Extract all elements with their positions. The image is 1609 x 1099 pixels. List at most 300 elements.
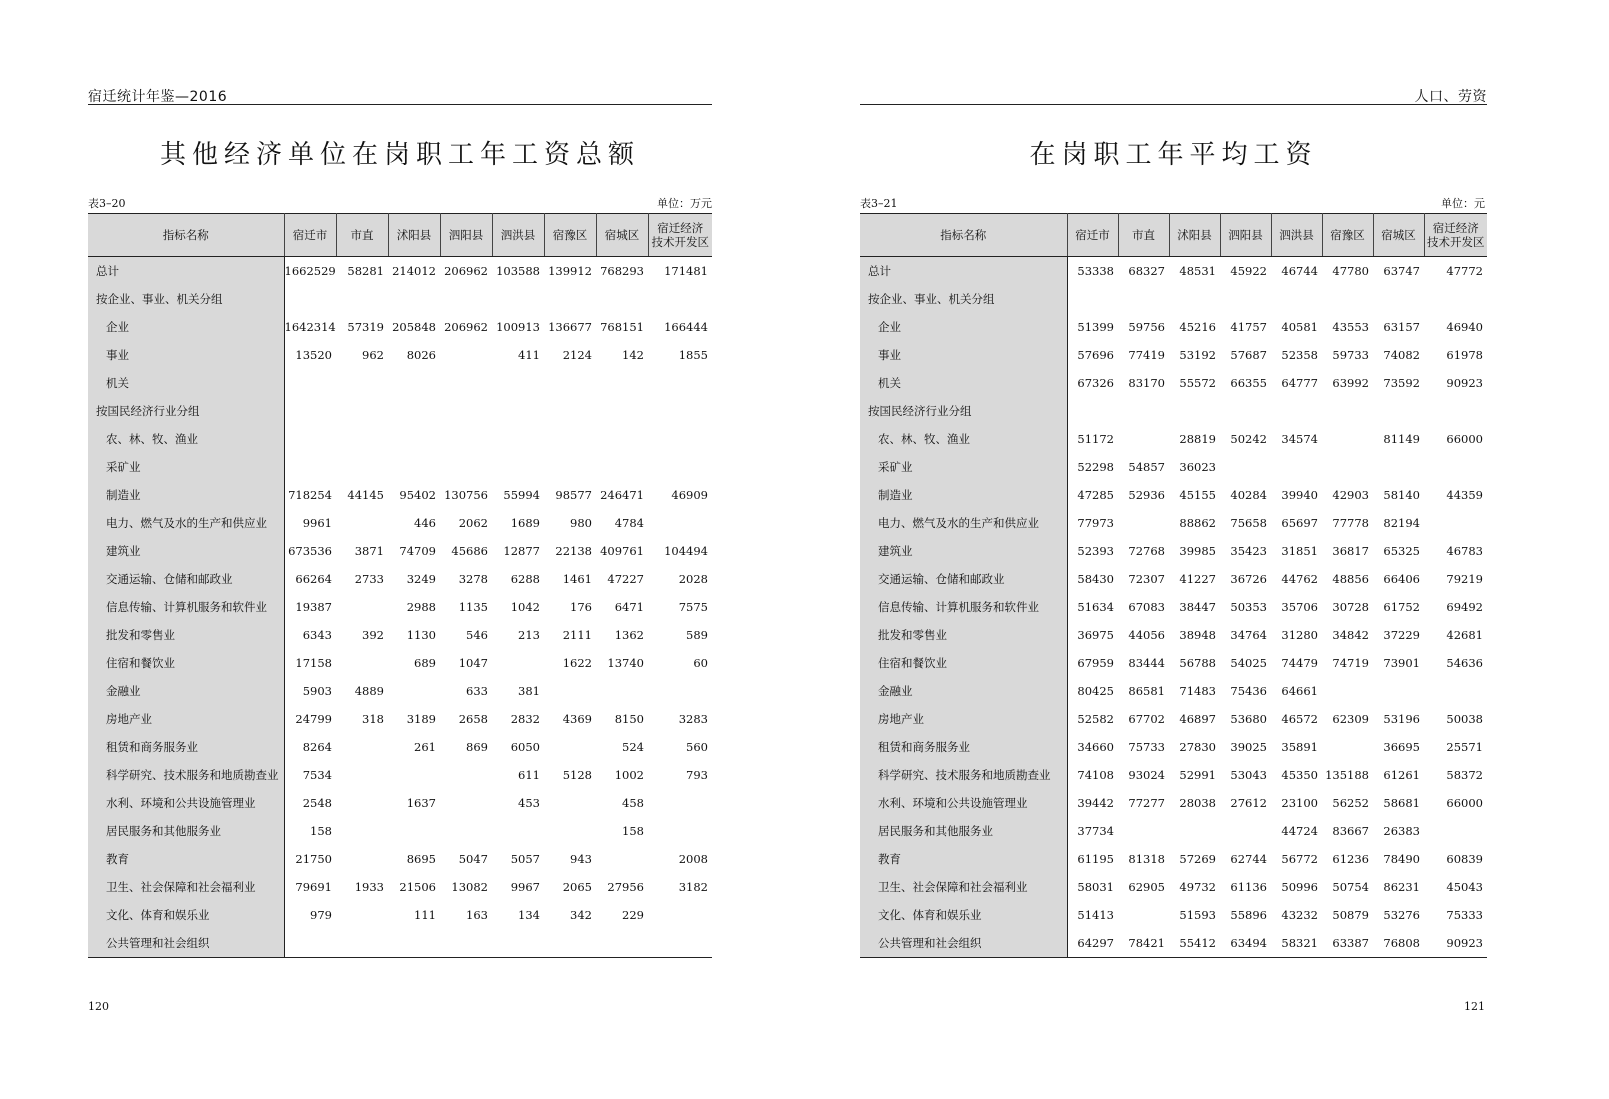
table-cell: [336, 929, 388, 958]
column-header: 泗洪县: [1271, 214, 1322, 257]
data-table: [88, 213, 712, 958]
table-cell: 39025: [1230, 740, 1267, 754]
column-header: 泗洪县: [492, 214, 544, 257]
table-cell: 47227: [607, 572, 644, 586]
table-cell: 2832: [510, 712, 540, 726]
row-label: 批发和零售业: [88, 621, 284, 649]
table-unit: 单位：万元: [657, 197, 712, 210]
table-row: [88, 649, 712, 677]
table-cell: 13740: [607, 656, 644, 670]
table-cell: [648, 285, 712, 313]
table-cell: 51172: [1077, 432, 1114, 446]
row-label: 文化、体育和娱乐业: [88, 901, 284, 929]
table-cell: [336, 369, 388, 397]
table-cell: [336, 649, 388, 677]
table-cell: 3249: [406, 572, 436, 586]
row-label: 居民服务和其他服务业: [88, 817, 284, 845]
table-cell: 79691: [295, 880, 332, 894]
table-cell: [1322, 677, 1373, 705]
row-label: 教育: [860, 845, 1067, 873]
table-cell: 962: [362, 348, 384, 362]
table-cell: 6471: [614, 600, 644, 614]
table-cell: [492, 369, 544, 397]
table-cell: 69492: [1446, 600, 1483, 614]
table-row: [860, 873, 1487, 901]
table-cell: [596, 285, 648, 313]
table-cell: 52393: [1077, 544, 1114, 558]
table-cell: 43232: [1281, 908, 1318, 922]
table-cell: 67326: [1077, 376, 1114, 390]
table-cell: 633: [466, 684, 488, 698]
column-header: 市直: [336, 214, 388, 257]
table-cell: [596, 845, 648, 873]
table-cell: 90923: [1446, 376, 1483, 390]
table-cell: 53680: [1230, 712, 1267, 726]
table-cell: 7534: [302, 768, 332, 782]
table-cell: 82194: [1383, 516, 1420, 530]
table-cell: [1271, 397, 1322, 425]
table-cell: [492, 453, 544, 481]
table-cell: 67959: [1077, 656, 1114, 670]
table-cell: 63494: [1230, 936, 1267, 950]
table-cell: 45686: [451, 544, 488, 558]
table-cell: 176: [570, 600, 592, 614]
table-cell: [1271, 453, 1322, 481]
table-cell: [648, 789, 712, 817]
table-cell: 205848: [392, 320, 436, 334]
table-cell: 51593: [1179, 908, 1216, 922]
table-cell: 1042: [510, 600, 540, 614]
page-number: 120: [88, 1000, 109, 1013]
table-cell: 28038: [1179, 796, 1216, 810]
table-cell: [544, 929, 596, 958]
table-row: [860, 537, 1487, 565]
table-cell: 57696: [1077, 348, 1114, 362]
table-cell: 61261: [1383, 768, 1420, 782]
table-row: [860, 341, 1487, 369]
table-cell: [336, 285, 388, 313]
table-cell: [1373, 677, 1424, 705]
table-cell: 1135: [458, 600, 488, 614]
table-cell: 86581: [1128, 684, 1165, 698]
table-row: [88, 845, 712, 873]
table-row: [88, 453, 712, 481]
table-cell: [1118, 817, 1169, 845]
table-cell: 79219: [1446, 572, 1483, 586]
table-cell: [1424, 817, 1487, 845]
row-label: 卫生、社会保障和社会福利业: [860, 873, 1067, 901]
table-cell: 2062: [458, 516, 488, 530]
row-label: 居民服务和其他服务业: [860, 817, 1067, 845]
table-cell: [492, 817, 544, 845]
row-label: 房地产业: [88, 705, 284, 733]
table-cell: [336, 425, 388, 453]
table-row: [88, 509, 712, 537]
table-cell: [284, 369, 336, 397]
table-cell: 206962: [444, 320, 488, 334]
table-cell: [1169, 397, 1220, 425]
table-cell: [596, 425, 648, 453]
table-cell: 19387: [295, 600, 332, 614]
table-number: 表3–21: [860, 197, 898, 210]
table-cell: 36817: [1332, 544, 1369, 558]
table-cell: 100913: [496, 320, 540, 334]
table-cell: [1220, 453, 1271, 481]
table-row: [860, 649, 1487, 677]
table-cell: 53276: [1383, 908, 1420, 922]
table-cell: 50038: [1446, 712, 1483, 726]
table-cell: 58140: [1383, 488, 1420, 502]
table-title: 其他经济单位在岗职工年工资总额: [159, 140, 640, 170]
table-cell: 31851: [1281, 544, 1318, 558]
table-cell: 44145: [347, 488, 384, 502]
table-cell: 95402: [399, 488, 436, 502]
table-row: [88, 677, 712, 705]
table-cell: [284, 929, 336, 958]
table-cell: 57687: [1230, 348, 1267, 362]
table-cell: 77277: [1128, 796, 1165, 810]
table-cell: [648, 929, 712, 958]
table-cell: [1322, 425, 1373, 453]
row-label: 科学研究、技术服务和地质勘查业: [88, 761, 284, 789]
table-cell: [336, 397, 388, 425]
table-cell: 51634: [1077, 600, 1114, 614]
row-label: 科学研究、技术服务和地质勘查业: [860, 761, 1067, 789]
table-row: [88, 593, 712, 621]
table-cell: 44056: [1128, 628, 1165, 642]
table-cell: 83170: [1128, 376, 1165, 390]
table-row: [860, 481, 1487, 509]
table-cell: [1424, 509, 1487, 537]
table-cell: [388, 285, 440, 313]
table-cell: 66406: [1383, 572, 1420, 586]
table-row: [860, 621, 1487, 649]
table-cell: 60839: [1446, 852, 1483, 866]
table-row: [88, 901, 712, 929]
table-cell: 74479: [1281, 656, 1318, 670]
table-cell: 37229: [1383, 628, 1420, 642]
table-cell: 83667: [1332, 824, 1369, 838]
table-cell: 52991: [1179, 768, 1216, 782]
table-cell: 57269: [1179, 852, 1216, 866]
table-cell: 27612: [1230, 796, 1267, 810]
table-row: [88, 397, 712, 425]
table-row: [88, 341, 712, 369]
table-cell: 2733: [354, 572, 384, 586]
table-row: [88, 873, 712, 901]
table-cell: 2988: [406, 600, 436, 614]
table-cell: [1373, 453, 1424, 481]
table-cell: 46897: [1179, 712, 1216, 726]
row-label: 企业: [88, 313, 284, 341]
table-cell: 59733: [1332, 348, 1369, 362]
table-cell: 2111: [562, 628, 592, 642]
table-cell: 163: [466, 908, 488, 922]
table-cell: [1322, 285, 1373, 313]
table-cell: [492, 649, 544, 677]
table-cell: [1322, 733, 1373, 761]
table-cell: [492, 397, 544, 425]
table-cell: [596, 369, 648, 397]
table-cell: [1373, 285, 1424, 313]
table-cell: [544, 789, 596, 817]
table-cell: 136677: [548, 320, 592, 334]
table-cell: 51413: [1077, 908, 1114, 922]
table-cell: [1424, 285, 1487, 313]
table-cell: 53043: [1230, 768, 1267, 782]
table-cell: 1002: [614, 768, 644, 782]
column-header: 指标名称: [88, 214, 284, 257]
table-cell: 36975: [1077, 628, 1114, 642]
table-cell: [1322, 453, 1373, 481]
table-cell: [544, 453, 596, 481]
table-cell: 318: [362, 712, 384, 726]
table-cell: 55994: [503, 488, 540, 502]
table-cell: 45155: [1179, 488, 1216, 502]
table-cell: 75733: [1128, 740, 1165, 754]
table-cell: [1322, 397, 1373, 425]
row-label: 采矿业: [860, 453, 1067, 481]
running-head: 宿迁统计年鉴—2016: [88, 89, 228, 105]
row-label: 住宿和餐饮业: [860, 649, 1067, 677]
table-cell: 166444: [664, 320, 708, 334]
table-cell: 36023: [1179, 460, 1216, 474]
row-label: 采矿业: [88, 453, 284, 481]
table-row: [860, 817, 1487, 845]
table-cell: 58031: [1077, 880, 1114, 894]
table-cell: 54857: [1128, 460, 1165, 474]
table-cell: 40284: [1230, 488, 1267, 502]
row-label: 农、林、牧、渔业: [88, 425, 284, 453]
row-label: 文化、体育和娱乐业: [860, 901, 1067, 929]
table-cell: 25571: [1446, 740, 1483, 754]
table-cell: [284, 397, 336, 425]
table-cell: 51399: [1077, 320, 1114, 334]
table-row: [860, 453, 1487, 481]
row-label: 按国民经济行业分组: [860, 397, 1067, 425]
table-row: [860, 929, 1487, 958]
table-cell: 8150: [614, 712, 644, 726]
header-row: [88, 214, 712, 257]
row-label: 公共管理和社会组织: [88, 929, 284, 958]
table-cell: 5047: [458, 852, 488, 866]
table-cell: 111: [414, 908, 436, 922]
row-label: 事业: [88, 341, 284, 369]
table-row: [860, 509, 1487, 537]
table-cell: 65325: [1383, 544, 1420, 558]
table-cell: 158: [622, 824, 644, 838]
table-cell: 589: [686, 628, 708, 642]
table-cell: 50879: [1332, 908, 1369, 922]
table-cell: 50242: [1230, 432, 1267, 446]
table-cell: 61978: [1446, 348, 1483, 362]
table-cell: 63157: [1383, 320, 1420, 334]
table-cell: 60: [693, 656, 708, 670]
table-cell: 63387: [1332, 936, 1369, 950]
table-cell: 36695: [1383, 740, 1420, 754]
table-cell: 93024: [1128, 768, 1165, 782]
table-cell: 768293: [600, 264, 644, 278]
table-cell: 74082: [1383, 348, 1420, 362]
table-cell: 76808: [1383, 936, 1420, 950]
table-cell: [440, 285, 492, 313]
table-cell: 2008: [678, 852, 708, 866]
table-cell: 3283: [678, 712, 708, 726]
row-label: 总计: [860, 257, 1067, 286]
table-cell: 458: [622, 796, 644, 810]
table-cell: 72768: [1128, 544, 1165, 558]
table-cell: 1130: [406, 628, 436, 642]
table-cell: [388, 677, 440, 705]
table-cell: 42903: [1332, 488, 1369, 502]
table-cell: 6050: [510, 740, 540, 754]
row-label: 事业: [860, 341, 1067, 369]
table-cell: [336, 761, 388, 789]
table-cell: 55412: [1179, 936, 1216, 950]
table-cell: 130756: [444, 488, 488, 502]
table-cell: 63747: [1383, 264, 1420, 278]
table-cell: [596, 397, 648, 425]
table-cell: 943: [570, 852, 592, 866]
row-label: 租赁和商务服务业: [860, 733, 1067, 761]
table-cell: 560: [686, 740, 708, 754]
table-cell: [336, 733, 388, 761]
table-cell: 139912: [548, 264, 592, 278]
table-cell: 86231: [1383, 880, 1420, 894]
table-cell: 13082: [451, 880, 488, 894]
table-cell: [1271, 285, 1322, 313]
table-cell: 158: [310, 824, 332, 838]
running-head: 人口、劳资: [1414, 89, 1487, 105]
table-unit: 单位：元: [1441, 197, 1485, 210]
table-cell: 55572: [1179, 376, 1216, 390]
table-cell: 718254: [288, 488, 332, 502]
row-label: 批发和零售业: [860, 621, 1067, 649]
table-row: [88, 257, 712, 286]
table-cell: [648, 397, 712, 425]
table-row: [860, 397, 1487, 425]
table-cell: 793: [686, 768, 708, 782]
table-cell: [648, 901, 712, 929]
table-cell: 64297: [1077, 936, 1114, 950]
table-cell: 64777: [1281, 376, 1318, 390]
table-cell: [1424, 677, 1487, 705]
table-cell: 3278: [458, 572, 488, 586]
table-cell: 50996: [1281, 880, 1318, 894]
table-cell: 1637: [406, 796, 436, 810]
table-cell: 35706: [1281, 600, 1318, 614]
table-row: [860, 313, 1487, 341]
table-row: [860, 845, 1487, 873]
table-cell: 52936: [1128, 488, 1165, 502]
table-cell: 36726: [1230, 572, 1267, 586]
row-label: 水利、环境和公共设施管理业: [860, 789, 1067, 817]
row-label: 交通运输、仓储和邮政业: [860, 565, 1067, 593]
table-cell: 61236: [1332, 852, 1369, 866]
table-cell: 38447: [1179, 600, 1216, 614]
table-cell: 46940: [1446, 320, 1483, 334]
row-label: 交通运输、仓储和邮政业: [88, 565, 284, 593]
table-cell: [544, 285, 596, 313]
table-cell: 1855: [678, 348, 708, 362]
table-cell: 34660: [1077, 740, 1114, 754]
table-cell: 75658: [1230, 516, 1267, 530]
table-cell: 39442: [1077, 796, 1114, 810]
table-cell: [284, 285, 336, 313]
table-row: [88, 789, 712, 817]
row-label: 建筑业: [88, 537, 284, 565]
table-cell: 6343: [302, 628, 332, 642]
table-cell: 214012: [392, 264, 436, 278]
table-cell: [544, 397, 596, 425]
table-cell: [336, 901, 388, 929]
column-header: 泗阳县: [1220, 214, 1271, 257]
table-cell: 35891: [1281, 740, 1318, 754]
table-cell: 1642314: [284, 320, 336, 334]
column-header: 宿城区: [596, 214, 648, 257]
table-cell: 34842: [1332, 628, 1369, 642]
table-cell: 135188: [1325, 768, 1369, 782]
table-cell: 71483: [1179, 684, 1216, 698]
table-cell: 171481: [664, 264, 708, 278]
table-cell: 8026: [406, 348, 436, 362]
table-cell: 40581: [1281, 320, 1318, 334]
table-cell: 381: [518, 684, 540, 698]
table-cell: 980: [570, 516, 592, 530]
table-cell: 52582: [1077, 712, 1114, 726]
table-cell: 27830: [1179, 740, 1216, 754]
table-cell: 66264: [295, 572, 332, 586]
table-cell: 47780: [1332, 264, 1369, 278]
table-cell: 73901: [1383, 656, 1420, 670]
table-cell: 57319: [347, 320, 384, 334]
row-label: 房地产业: [860, 705, 1067, 733]
column-header: 宿豫区: [1322, 214, 1373, 257]
table-cell: 56252: [1332, 796, 1369, 810]
column-header: 宿城区: [1373, 214, 1424, 257]
table-cell: 49732: [1179, 880, 1216, 894]
row-label: 水利、环境和公共设施管理业: [88, 789, 284, 817]
table-cell: [1220, 397, 1271, 425]
table-cell: 4889: [354, 684, 384, 698]
table-cell: 77419: [1128, 348, 1165, 362]
table-cell: 63992: [1332, 376, 1369, 390]
table-cell: 54636: [1446, 656, 1483, 670]
table-cell: [1373, 397, 1424, 425]
header-row: [860, 214, 1487, 257]
column-header: 宿迁市: [1067, 214, 1118, 257]
table-cell: [440, 817, 492, 845]
table-row: [88, 817, 712, 845]
table-cell: 62309: [1332, 712, 1369, 726]
table-cell: 768151: [600, 320, 644, 334]
table-row: [860, 369, 1487, 397]
header-rule: [88, 104, 712, 105]
row-label: 信息传输、计算机服务和软件业: [88, 593, 284, 621]
table-cell: 47285: [1077, 488, 1114, 502]
table-row: [88, 705, 712, 733]
table-cell: 4784: [614, 516, 644, 530]
table-row: [88, 425, 712, 453]
right-page: [804, 0, 1609, 1099]
table-cell: 409761: [600, 544, 644, 558]
table-row: [860, 285, 1487, 313]
table-cell: [648, 817, 712, 845]
table-cell: [544, 817, 596, 845]
table-row: [88, 621, 712, 649]
table-cell: 46909: [671, 488, 708, 502]
table-cell: 46572: [1281, 712, 1318, 726]
